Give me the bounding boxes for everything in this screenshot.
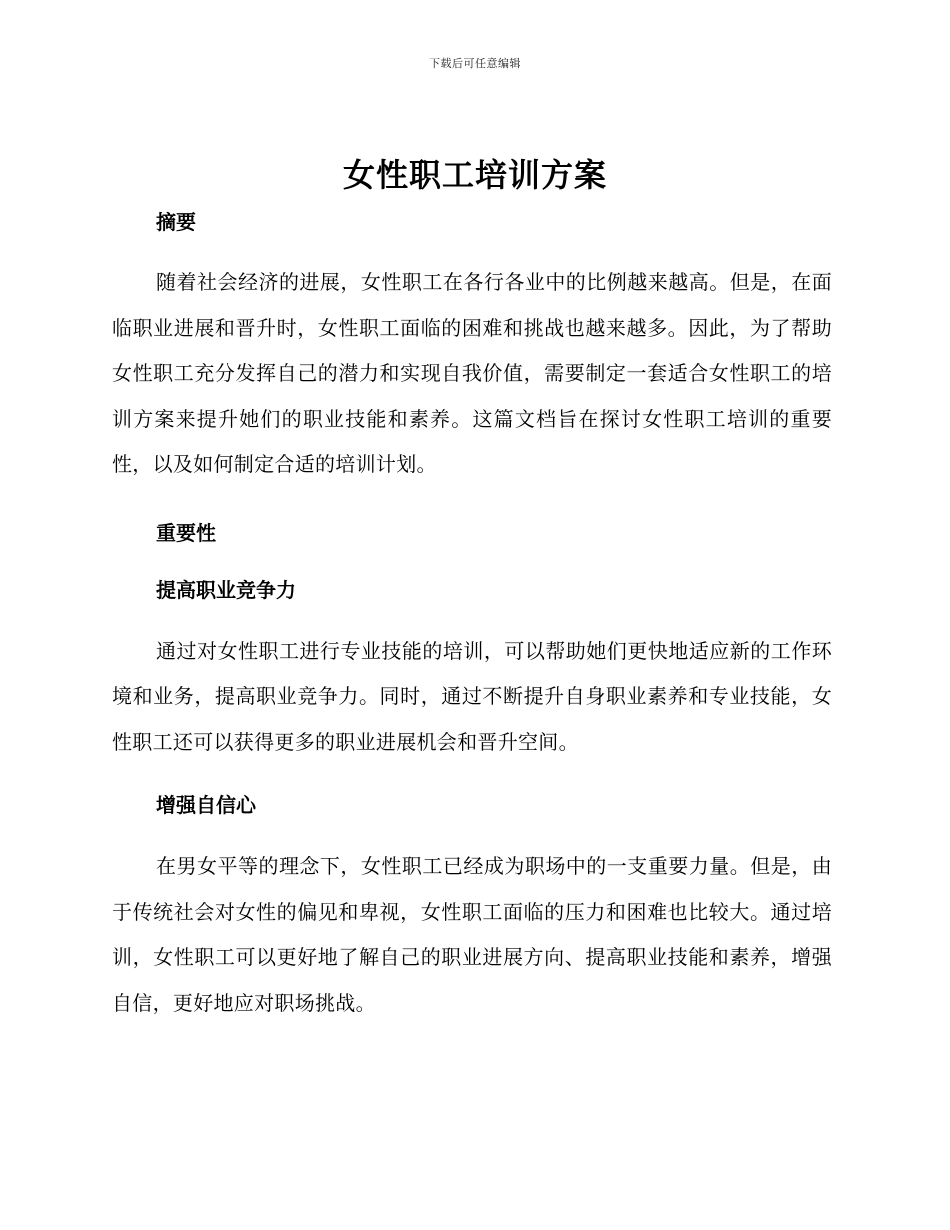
- document-body: [112, 205, 832, 1026]
- confidence-heading: 增强自信心: [156, 793, 256, 817]
- document-title: 女性职工培训方案: [342, 156, 607, 194]
- abstract-heading: 摘要: [156, 210, 196, 234]
- confidence-paragraph: 在男女平等的理念下，女性职工已经成为职场中的一支重要力量。但是，由于传统社会对女性的偏见和卑视，女性职工面临的压力和困难也比较大。通过培训，女性职工可以更好地了解自己的职业进展方向、提高职业技能和素养，增强自信，更好地应对职场挑战。: [112, 854, 832, 1015]
- page-header-note: 下载后可任意编辑: [429, 57, 521, 70]
- importance-heading: 重要性: [156, 520, 216, 545]
- competitiveness-heading: 提高职业竞争力: [156, 577, 296, 602]
- competitiveness-paragraph: 通过对女性职工进行专业技能的培训，可以帮助她们更快地适应新的工作环境和业务，提高职业竞争力。同时，通过不断提升自身职业素养和专业技能，女性职工还可以获得更多的职业进展机会和晋升空间。: [112, 638, 832, 754]
- abstract-paragraph: 随着社会经济的进展，女性职工在各行各业中的比例越来越高。但是，在面临职业进展和晋升时，女性职工面临的困难和挑战也越来越多。因此，为了帮助女性职工充分发挥自己的潜力和实现自我价值，需要制定一套适合女性职工的培训方案来提升她们的职业技能和素养。这篇文档旨在探讨女性职工培训的重要性，以及如何制定合适的培训计划。: [112, 270, 832, 476]
